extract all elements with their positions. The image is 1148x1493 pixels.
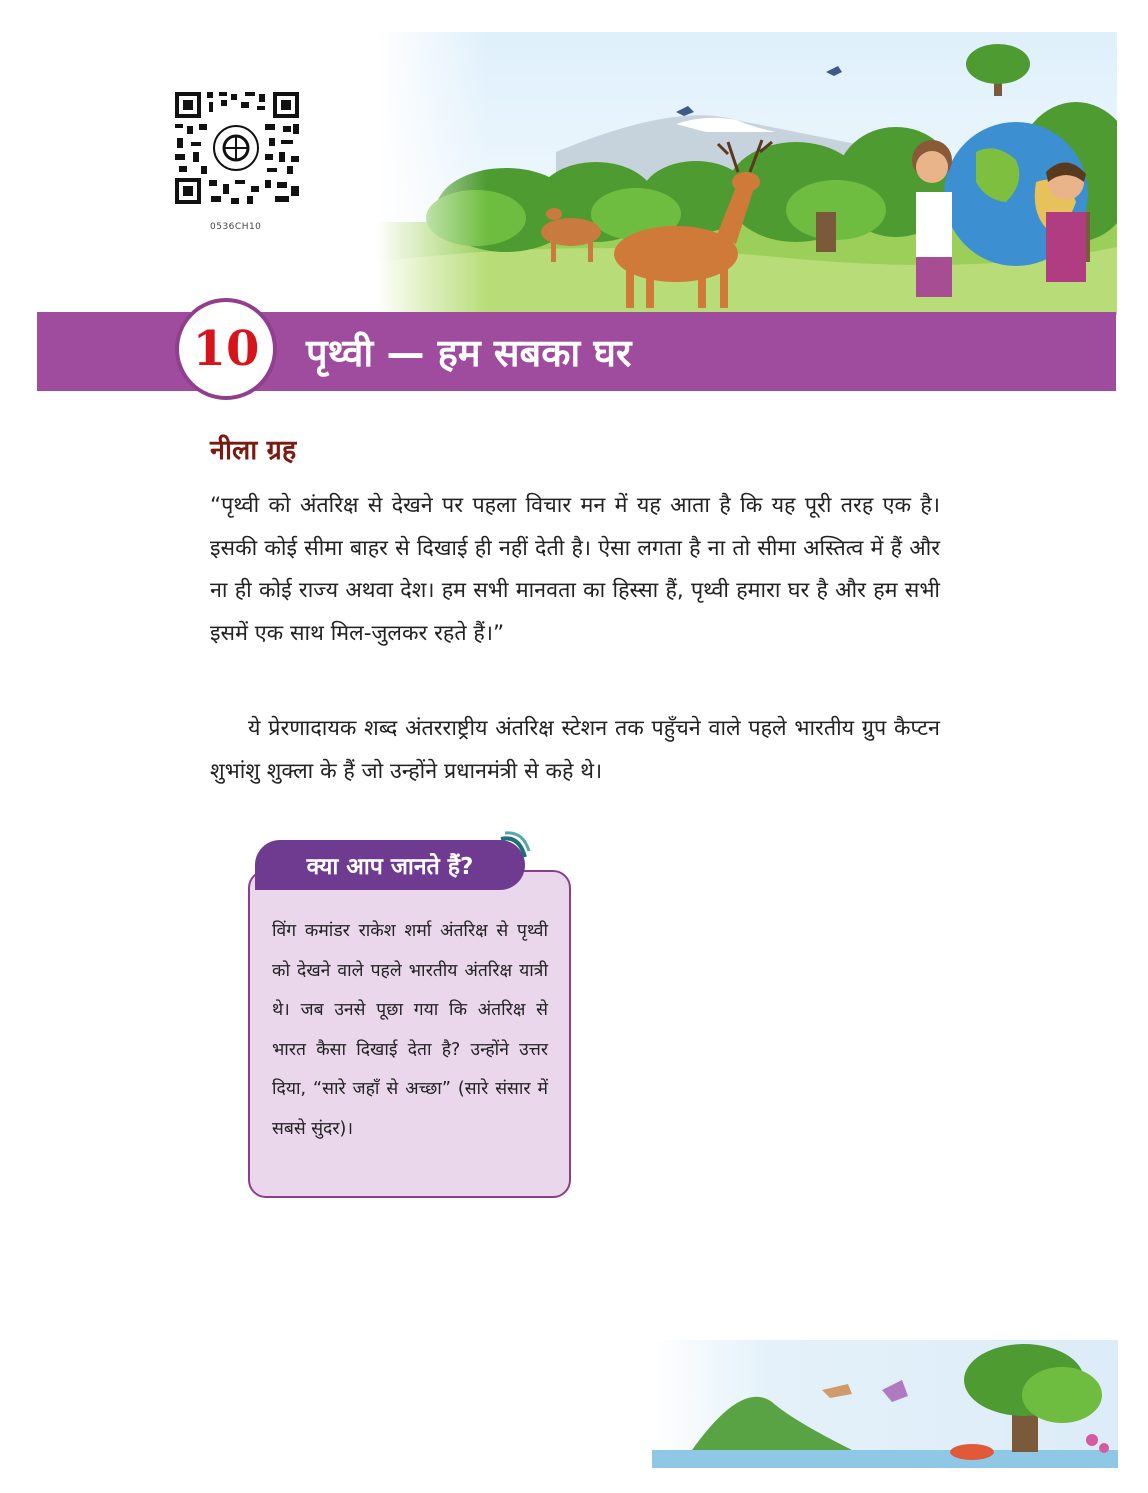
did-you-know-title: क्या आप जानते हैं? xyxy=(306,854,474,880)
did-you-know-tab xyxy=(255,840,525,890)
top-illustration xyxy=(376,32,1117,315)
chapter-number-badge xyxy=(175,298,277,400)
quote-paragraph: “पृथ्वी को अंतरिक्ष से देखने पर पहला विचार मन में यह आता है कि यह पूरी तरह एक है। इसकी कोई सीमा बाहर से दिखाई ही नहीं देती है। ऐसा लगता है ना तो सीमा अस्तित्व में हैं और ना ही कोई राज्य अथवा देश। हम सभी मानवता का हिस्सा हैं, पृथ्वी हमारा घर है और हम सभी इसमें एक साथ मिल-जुलकर रहते हैं।” xyxy=(210,493,940,646)
did-you-know-text: विंग कमांडर राकेश शर्मा अंतरिक्ष से पृथ्वी को देखने वाले पहले भारतीय अंतरिक्ष यात्री थे। जब उनसे पूछा गया कि अंतरिक्ष से भारत कैसा दिखाई देता है? उन्होंने उत्तर दिया, “सारे जहाँ से अच्छा” (सारे संसार में सबसे सुंदर)। xyxy=(272,921,548,1139)
swoosh-icon xyxy=(495,827,535,867)
chapter-title: पृथ्वी — हम सबका घर xyxy=(306,331,632,375)
body-paragraph: ये प्रेरणादायक शब्द अंतरराष्ट्रीय अंतरिक्ष स्टेशन तक पहुँचने वाले पहले भारतीय ग्रुप कैप्टन शुभांशु शुक्ला के हैं जो उन्होंने प्रधानमंत्री से कहे थे। xyxy=(210,716,940,784)
section-heading: नीला ग्रह xyxy=(210,435,297,466)
qr-code-block xyxy=(165,86,310,246)
qr-caption: 0536CH10 xyxy=(210,222,262,232)
qr-code-icon[interactable] xyxy=(165,86,308,210)
bottom-illustration xyxy=(652,1340,1118,1468)
chapter-number: 10 xyxy=(192,321,260,377)
